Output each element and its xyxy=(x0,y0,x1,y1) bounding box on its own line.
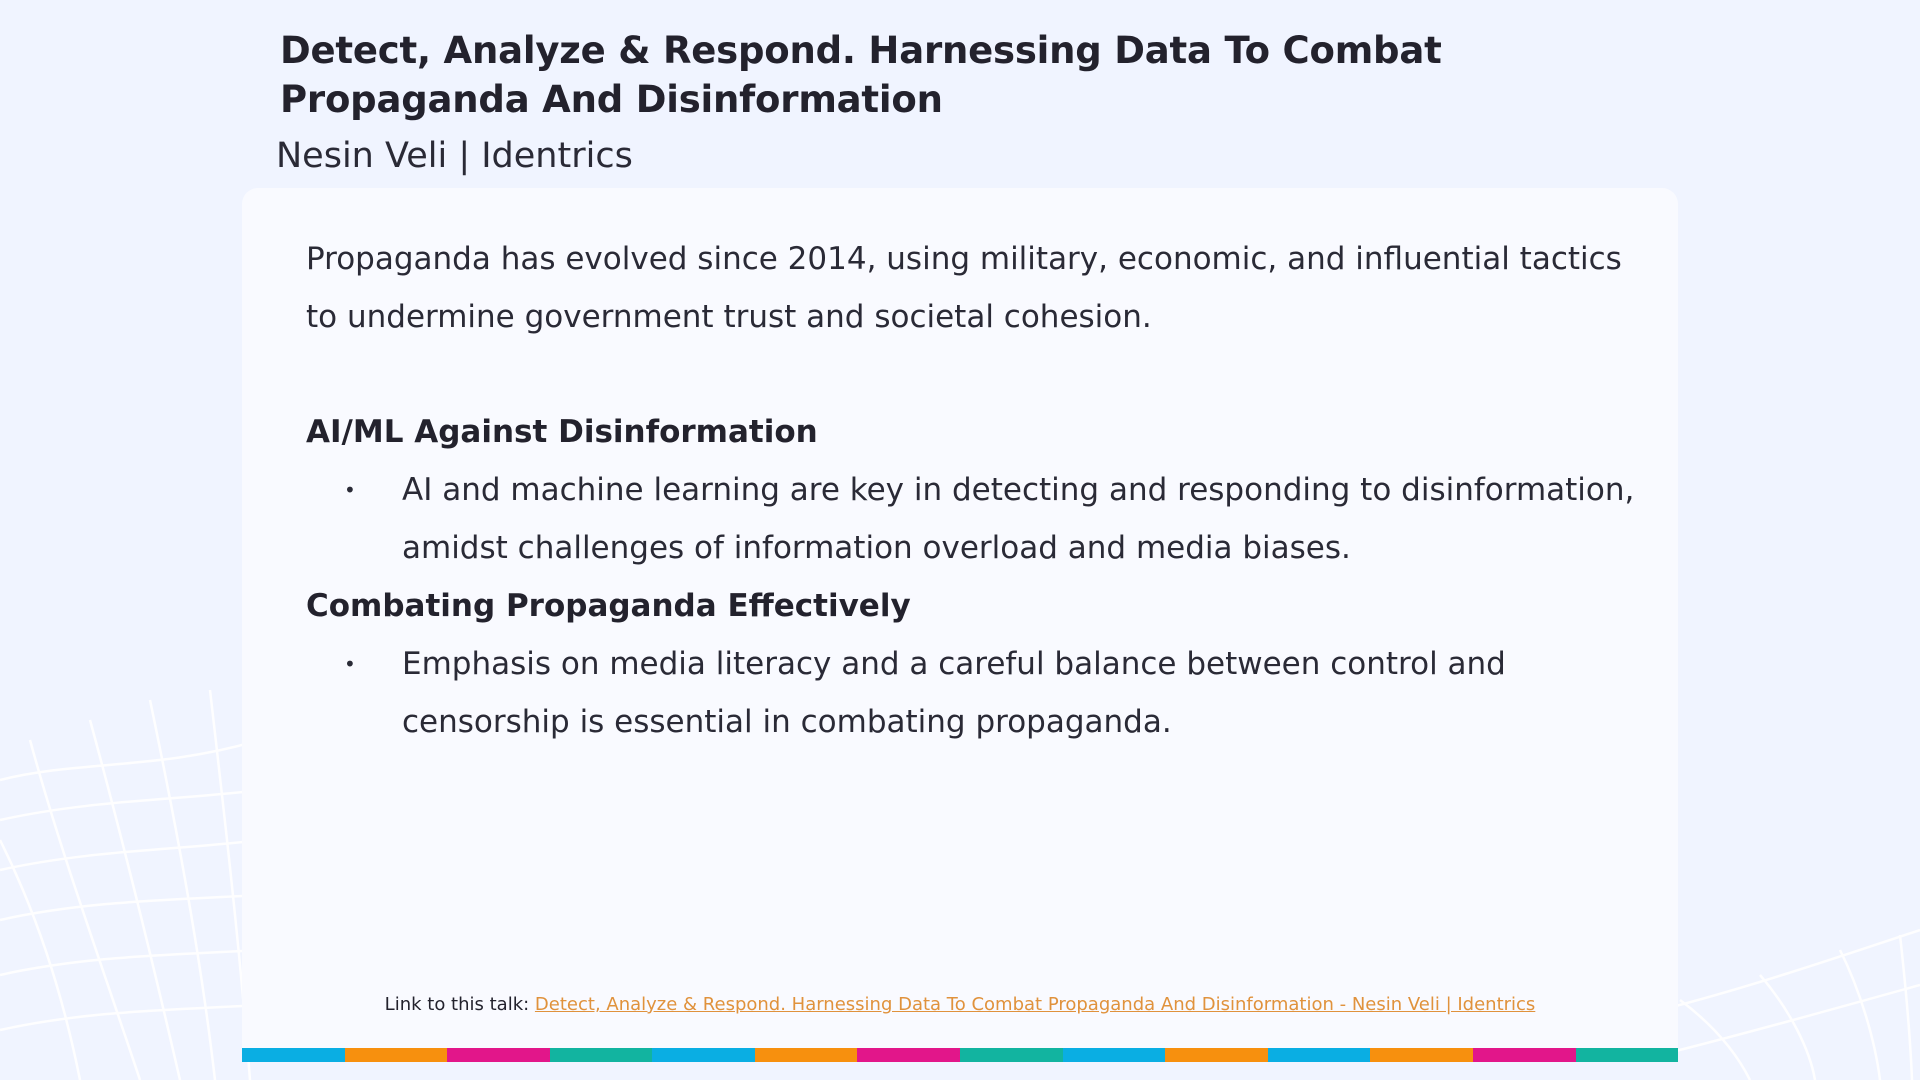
list-item-text: AI and machine learning are key in detecting and responding to disinformation, amidst challenges of information overload and media biases. xyxy=(402,472,1635,566)
color-bar-segment xyxy=(1063,1048,1166,1062)
color-bar-segment xyxy=(857,1048,960,1062)
color-bar-segment xyxy=(1576,1048,1679,1062)
color-bar-segment xyxy=(447,1048,550,1062)
color-bar-segment xyxy=(550,1048,653,1062)
color-bar-segment xyxy=(1473,1048,1576,1062)
speaker-subtitle: Nesin Veli | Identrics xyxy=(276,136,633,176)
section-heading-combating-propaganda: Combating Propaganda Effectively xyxy=(306,588,911,624)
bullet-icon: • xyxy=(344,478,356,502)
content-body xyxy=(306,230,1636,751)
link-prefix-label: Link to this talk: xyxy=(384,994,535,1015)
color-bar-segment xyxy=(345,1048,448,1062)
color-bar-segment xyxy=(1370,1048,1473,1062)
color-bar-segment xyxy=(755,1048,858,1062)
color-bar-segment xyxy=(1268,1048,1371,1062)
list-item-text: Emphasis on media literacy and a careful balance between control and censorship is essential in combating propaganda. xyxy=(402,646,1506,740)
page-title: Detect, Analyze & Respond. Harnessing Data To Combat Propaganda And Disinformation xyxy=(280,29,1442,121)
color-bar-segment xyxy=(1165,1048,1268,1062)
color-bar-segment xyxy=(652,1048,755,1062)
list-item xyxy=(306,461,1636,577)
talk-link-row xyxy=(242,993,1678,1017)
section-heading-ai-ml: AI/ML Against Disinformation xyxy=(306,414,818,450)
talk-link[interactable]: Detect, Analyze & Respond. Harnessing Data To Combat Propaganda And Disinformation - Nesin Veli | Identrics xyxy=(534,994,1536,1015)
footer-color-bar xyxy=(242,1048,1678,1062)
list-item xyxy=(306,635,1636,751)
bullet-list-combating-propaganda xyxy=(306,635,1636,751)
bullet-icon: • xyxy=(344,652,356,676)
color-bar-segment xyxy=(242,1048,345,1062)
bullet-list-ai-ml xyxy=(306,461,1636,577)
color-bar-segment xyxy=(960,1048,1063,1062)
content-card xyxy=(242,188,1678,1062)
intro-paragraph: Propaganda has evolved since 2014, using military, economic, and influential tactics to undermine government trust and societal cohesion. xyxy=(306,241,1622,335)
